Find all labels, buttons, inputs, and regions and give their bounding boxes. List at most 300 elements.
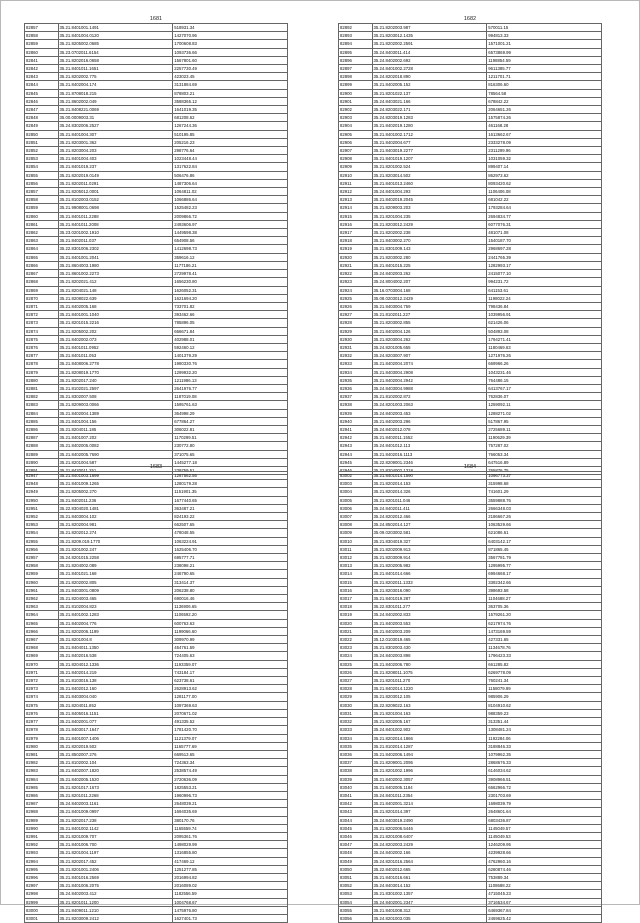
row-id-cell: 82938 (339, 401, 373, 409)
table-row (339, 327, 602, 335)
code-cell: 35.21.8205002.202 (58, 327, 173, 335)
table-row (25, 619, 288, 627)
row-id-cell: 82940 (339, 417, 373, 425)
row-id-cell: 82894 (339, 40, 373, 48)
table-row (339, 562, 602, 570)
row-id-cell: 83054 (339, 898, 373, 906)
code-cell: 35.24.8502014.127 (372, 521, 487, 529)
row-id-cell: 83046 (339, 832, 373, 840)
value-cell: 6573869.99 (487, 48, 602, 56)
row-id-cell: 82909 (339, 163, 373, 171)
row-id-cell: 82952 (25, 513, 59, 521)
table-row (339, 873, 602, 881)
table-row (25, 188, 288, 196)
table-row (25, 393, 288, 401)
code-cell: 35.21.8201002.1996 (372, 767, 487, 775)
table-row (25, 759, 288, 767)
code-cell: 35.21.8202016.0658 (58, 56, 173, 64)
code-cell: 35.21.8401004.0120 (58, 32, 173, 40)
value-cell: 641153.61 (487, 286, 602, 294)
value-cell: 1066886.64 (173, 196, 288, 204)
value-cell: 2729978.41 (173, 270, 288, 278)
row-id-cell: 82900 (339, 89, 373, 97)
quadrant-title: 1681 (149, 16, 163, 22)
table-row (339, 857, 602, 865)
row-id-cell: 82902 (339, 106, 373, 114)
value-cell: 1023448.44 (173, 155, 288, 163)
table-row (339, 73, 602, 81)
table-row (339, 554, 602, 562)
table-row (25, 56, 288, 64)
code-cell: 35.24.8201003.2063 (372, 401, 487, 409)
value-cell: 1625406.70 (173, 545, 288, 553)
table-row (339, 32, 602, 40)
table-row (25, 114, 288, 122)
table-row (339, 586, 602, 594)
row-id-cell: 83027 (339, 677, 373, 685)
value-cell: 1246209.95 (487, 841, 602, 849)
code-cell: 35.21.8102004.823 (58, 603, 173, 611)
row-id-cell: 83018 (339, 603, 373, 611)
table-row (339, 627, 602, 635)
code-cell: 35.21.8203016.090 (372, 586, 487, 594)
value-cell: 1104688.27 (487, 595, 602, 603)
code-cell: 35.21.8204012.1336 (58, 660, 173, 668)
value-cell: 1627401.73 (173, 914, 288, 922)
code-cell: 35.24.8203019.1283 (372, 114, 487, 122)
row-id-cell: 82917 (339, 229, 373, 237)
row-id-cell: 83012 (339, 554, 373, 562)
value-cell: 359616.12 (173, 253, 288, 261)
row-id-cell: 82871 (25, 302, 59, 310)
table-row (25, 808, 288, 816)
table-row (25, 529, 288, 537)
row-id-cell: 83006 (339, 504, 373, 512)
row-id-cell: 82954 (25, 529, 59, 537)
table-row (25, 40, 288, 48)
table-row (25, 81, 288, 89)
table-row (25, 480, 288, 488)
value-cell: 798436.84 (487, 302, 602, 310)
table-row (25, 179, 288, 187)
row-id-cell: 83023 (339, 644, 373, 652)
code-cell: 35.21.8202017.240 (58, 376, 173, 384)
row-id-cell: 82907 (339, 147, 373, 155)
table-row (339, 106, 602, 114)
code-cell: 35.21.8402011.236 (58, 496, 173, 504)
table-row (25, 767, 288, 775)
row-id-cell: 82963 (25, 603, 59, 611)
table-row (25, 890, 288, 898)
value-cell: 1626052.31 (173, 286, 288, 294)
value-cell: 6269778.09 (487, 668, 602, 676)
value-cell: 1308481.24 (487, 726, 602, 734)
table-row (339, 767, 602, 775)
row-id-cell: 83038 (339, 767, 373, 775)
value-cell: 3392342.66 (487, 578, 602, 586)
table-row (339, 352, 602, 360)
row-id-cell: 83016 (339, 586, 373, 594)
table-row (25, 537, 288, 545)
row-id-cell: 82982 (25, 759, 59, 767)
table-row (339, 237, 602, 245)
row-id-cell: 82914 (339, 204, 373, 212)
code-cell: 35.21.8401013.2460 (372, 179, 487, 187)
row-id-cell: 83000 (25, 906, 59, 914)
table-row (339, 652, 602, 660)
code-cell: 35.21.8209003.0066 (58, 401, 173, 409)
row-id-cell: 83049 (339, 857, 373, 865)
value-cell: 1677440.65 (173, 496, 288, 504)
row-id-cell: 82993 (25, 849, 59, 857)
value-cell: 621086.61 (487, 529, 602, 537)
code-cell: 35.21.8203012.105 (372, 693, 487, 701)
value-cell: 1031059.32 (487, 155, 602, 163)
row-id-cell: 82958 (25, 562, 59, 570)
code-cell: 35.21.8401011.2008 (58, 220, 173, 228)
table-row (25, 611, 288, 619)
code-cell: 35.24.8201003.035 (372, 914, 487, 922)
value-cell: 1106406.08 (487, 188, 602, 196)
value-cell: 2538574.49 (173, 767, 288, 775)
code-cell: 35.21.8402006.780 (372, 660, 487, 668)
value-cell: 862973.62 (487, 171, 602, 179)
row-id-cell: 82870 (25, 294, 59, 302)
code-cell: 35.21.8402007.1820 (58, 767, 173, 775)
table-row (25, 319, 288, 327)
row-id-cell: 82965 (25, 619, 59, 627)
row-id-cell: 82846 (25, 97, 59, 105)
code-cell: 35.21.8404011.1350 (58, 644, 173, 652)
table-row (25, 521, 288, 529)
row-id-cell: 82946 (339, 466, 373, 474)
table-row (25, 496, 288, 504)
table-row (339, 163, 602, 171)
row-id-cell: 82879 (25, 368, 59, 376)
quadrant-title: 1684 (463, 464, 477, 470)
code-cell: 35.21.8403002.270 (372, 237, 487, 245)
code-cell: 35.21.8708018.215 (58, 89, 173, 97)
row-id-cell: 82862 (25, 229, 59, 237)
value-cell: 4715045.23 (487, 890, 602, 898)
row-id-cell: 82922 (339, 270, 373, 278)
value-cell: 1093736.66 (173, 48, 288, 56)
row-id-cell: 83032 (339, 718, 373, 726)
table-row (339, 220, 602, 228)
row-id-cell: 82857 (25, 188, 59, 196)
row-id-cell: 82886 (25, 425, 59, 433)
code-cell: 35.24.8202018.890 (372, 73, 487, 81)
value-cell: 1198854.59 (487, 56, 602, 64)
value-cell: 6413767.17 (487, 384, 602, 392)
value-cell: 1794271.41 (487, 335, 602, 343)
code-cell: 35.21.8402004.677 (372, 138, 487, 146)
row-id-cell: 83043 (339, 808, 373, 816)
code-cell: 35.21.8403004.759 (372, 302, 487, 310)
code-cell: 35.24.8401011.2354 (372, 791, 487, 799)
code-cell: 35.21.8402005.0082 (58, 442, 173, 450)
code-cell: 35.21.8202011.1333 (372, 578, 487, 586)
table-row (25, 750, 288, 758)
code-cell: 35.21.8201015.2216 (58, 319, 173, 327)
code-cell: 35.21.8401003.1699 (58, 472, 173, 480)
code-cell: 35.21.8201004.235 (372, 212, 487, 220)
table-row (25, 401, 288, 409)
value-cell: 3588365.12 (173, 97, 288, 105)
code-cell: 35.21.8202005.982 (372, 562, 487, 570)
code-cell: 35.21.8202002.238 (372, 229, 487, 237)
value-cell: 1177186.21 (173, 261, 288, 269)
code-cell: 35.21.8402019.2045 (372, 196, 487, 204)
code-cell: 35.21.8202014.326 (372, 488, 487, 496)
code-cell: 35.21.8401011.053 (58, 352, 173, 360)
row-id-cell: 82918 (339, 237, 373, 245)
table-row (339, 685, 602, 693)
code-cell: 35.21.8401004.403 (58, 155, 173, 163)
table-row (339, 65, 602, 73)
table-row (339, 734, 602, 742)
value-cell: 1280179.28 (173, 480, 288, 488)
row-id-cell: 83056 (339, 914, 373, 922)
table-row (339, 726, 602, 734)
table-row (339, 775, 602, 783)
code-cell: 35.21.8403004.102 (58, 513, 173, 521)
value-cell: 313414.37 (173, 578, 288, 586)
table-row (25, 504, 288, 512)
row-id-cell: 82989 (25, 816, 59, 824)
code-cell: 35.21.8204021.148 (58, 286, 173, 294)
row-id-cell: 82941 (339, 425, 373, 433)
table-row (339, 644, 602, 652)
table-row (339, 890, 602, 898)
code-cell: 35.24.8201005.655 (372, 343, 487, 351)
table-row (339, 212, 602, 220)
code-cell: 35.21.8402019.1280 (372, 122, 487, 130)
row-id-cell: 82924 (339, 286, 373, 294)
row-id-cell: 82988 (25, 808, 59, 816)
table-row (25, 302, 288, 310)
row-id-cell: 82888 (25, 442, 59, 450)
table-row (25, 914, 288, 922)
row-id-cell: 82845 (25, 89, 59, 97)
table-row (25, 627, 288, 635)
table-row (339, 48, 602, 56)
code-cell: 35.21.8203009.2412 (58, 914, 173, 922)
table-row (25, 660, 288, 668)
row-id-cell: 82899 (339, 81, 373, 89)
table-row (339, 816, 602, 824)
code-cell: 35.24.8004002.207 (372, 278, 487, 286)
code-cell: 35.21.8205002.0685 (58, 40, 173, 48)
table-row (25, 352, 288, 360)
value-cell: 1134678.76 (487, 644, 602, 652)
code-cell: 35.24.8401002.2728 (372, 65, 487, 73)
code-cell: 35.21.8202002.805 (58, 578, 173, 586)
value-cell: 1190629.39 (487, 434, 602, 442)
row-id-cell: 82858 (25, 32, 59, 40)
value-cell: 1525482.23 (173, 204, 288, 212)
code-cell: 35.21.8408221.0069 (58, 106, 173, 114)
code-cell: 35.21.8402014.219 (58, 668, 173, 676)
table-row (25, 595, 288, 603)
code-cell: 35.21.8203001.362 (58, 138, 173, 146)
code-cell: 35.21.8403004.2908 (372, 368, 487, 376)
row-id-cell: 82953 (25, 521, 59, 529)
value-cell: 1198022.24 (487, 294, 602, 302)
code-cell: 35.21.8401008.312 (372, 906, 487, 914)
value-cell: 677864.27 (173, 417, 288, 425)
data-table (338, 23, 602, 475)
data-table (24, 23, 288, 475)
value-cell: 1641019.35 (173, 106, 288, 114)
value-cell: 592460.12 (173, 343, 288, 351)
row-id-cell: 83034 (339, 734, 373, 742)
table-row (25, 734, 288, 742)
row-id-cell: 82934 (339, 368, 373, 376)
row-id-cell: 82842 (25, 65, 59, 73)
row-id-cell: 82904 (339, 122, 373, 130)
row-id-cell: 82859 (25, 204, 59, 212)
table-row (339, 393, 602, 401)
value-cell: 1064811.02 (173, 188, 288, 196)
value-cell: 6662966.72 (487, 783, 602, 791)
row-id-cell: 83041 (339, 791, 373, 799)
quadrant-2 (338, 16, 602, 475)
code-cell: 35.21.8401002.1142 (58, 824, 173, 832)
code-cell: 35.24.8302006.2527 (58, 122, 173, 130)
code-cell: 35.21.8202014.1866 (372, 734, 487, 742)
quadrant-title: 1682 (463, 16, 477, 22)
table-row (339, 677, 602, 685)
code-cell: 35.21.8401019.287 (372, 595, 487, 603)
value-cell: 1401379.29 (173, 352, 288, 360)
code-cell: 35.21.8401014.666 (372, 570, 487, 578)
value-cell: 298776.64 (173, 147, 288, 155)
code-cell: 35.21.8402012.160 (58, 685, 173, 693)
code-cell: 35.21.8202021.412 (58, 278, 173, 286)
table-row (339, 668, 602, 676)
row-id-cell: 82923 (339, 278, 373, 286)
row-id-cell: 82966 (25, 627, 59, 635)
value-cell: 1282993.17 (487, 261, 602, 269)
code-cell: 35.21.8203012.1435 (372, 32, 487, 40)
row-id-cell: 82959 (25, 570, 59, 578)
value-cell: 1043231.46 (487, 368, 602, 376)
code-cell: 35.21.8202019.0149 (58, 171, 173, 179)
row-id-cell: 82944 (339, 450, 373, 458)
code-cell: 35.21.8202014.153 (372, 480, 487, 488)
value-cell: 1187019.08 (173, 393, 288, 401)
code-cell: 35.21.9908001.0698 (58, 204, 173, 212)
code-cell: 35.22.8304020.1481 (58, 504, 173, 512)
value-cell: 1445277.18 (173, 458, 288, 466)
value-cell: 1267244.36 (173, 122, 288, 130)
table-row (339, 97, 602, 105)
table-row (25, 677, 288, 685)
table-row (339, 278, 602, 286)
code-cell: 35.24.8402002.833 (372, 611, 487, 619)
code-cell: 35.21.8203014.502 (372, 171, 487, 179)
code-cell: 35.21.8402004.2942 (372, 376, 487, 384)
quadrant-4 (338, 464, 602, 923)
code-cell: 35.21.8403019.2277 (372, 147, 487, 155)
code-cell: 35.21.8201011.2268 (58, 791, 173, 799)
table-row (25, 775, 288, 783)
table-row (25, 130, 288, 138)
code-cell: 35.21.8203012.2429 (372, 220, 487, 228)
row-id-cell: 82936 (339, 384, 373, 392)
code-cell: 35.21.8401011.0952 (58, 343, 173, 351)
table-row (339, 545, 602, 553)
row-id-cell: 82863 (25, 237, 59, 245)
table-row (25, 343, 288, 351)
row-id-cell: 82970 (25, 660, 59, 668)
table-row (339, 81, 602, 89)
row-id-cell: 82912 (339, 188, 373, 196)
row-id-cell: 82974 (25, 693, 59, 701)
row-id-cell: 82919 (339, 245, 373, 253)
code-cell: 35.21.8202002.2591 (372, 40, 487, 48)
value-cell: 647516.89 (487, 458, 602, 466)
table-row (25, 841, 288, 849)
row-id-cell: 82869 (25, 286, 59, 294)
value-cell: 246790.65 (173, 570, 288, 578)
table-row (25, 204, 288, 212)
table-row (339, 360, 602, 368)
value-cell: 741601.29 (487, 488, 602, 496)
value-cell: 1960996.73 (173, 791, 288, 799)
table-row (25, 882, 288, 890)
code-cell: 35.09.0203002.581 (372, 529, 487, 537)
code-cell: 35.21.8202019.502 (58, 742, 173, 750)
value-cell: 1251277.85 (173, 865, 288, 873)
value-cell: 1182556.59 (173, 890, 288, 898)
code-cell: 35.21.8205002.270 (58, 488, 173, 496)
code-cell: 35.21.8201022.137 (372, 89, 487, 97)
value-cell: 654908.56 (173, 237, 288, 245)
value-cell: 1165559.74 (173, 824, 288, 832)
value-cell: 1621694.20 (173, 294, 288, 302)
value-cell: 1063224.91 (173, 537, 288, 545)
value-cell: 1698039.79 (487, 800, 602, 808)
row-id-cell: 82895 (339, 48, 373, 56)
value-cell: 6077076.31 (487, 220, 602, 228)
table-row (25, 709, 288, 717)
row-id-cell: 82893 (339, 32, 373, 40)
code-cell: 35.21.8502007.276 (58, 750, 173, 758)
code-cell: 35.24.8402003.262 (372, 270, 487, 278)
value-cell: 757287.02 (487, 442, 602, 450)
value-cell: 666671.84 (173, 327, 288, 335)
row-id-cell: 83013 (339, 562, 373, 570)
code-cell: 35.21.8205012.0001 (58, 188, 173, 196)
value-cell: 1288271.02 (487, 409, 602, 417)
value-cell: 2648601.64 (487, 808, 602, 816)
code-cell: 35.21.8401009.1265 (58, 480, 173, 488)
value-cell: 239759.51 (173, 466, 288, 474)
row-id-cell: 82883 (25, 401, 59, 409)
table-row (339, 442, 602, 450)
code-cell: 35.21.8402016.1113 (372, 450, 487, 458)
table-row (25, 685, 288, 693)
value-cell: 2016089.02 (173, 882, 288, 890)
code-cell: 35.21.8208022.639 (58, 294, 173, 302)
table-row (339, 376, 602, 384)
table-row (25, 376, 288, 384)
row-id-cell: 82896 (339, 56, 373, 64)
value-cell: 3559888.76 (487, 496, 602, 504)
row-id-cell: 82911 (339, 179, 373, 187)
